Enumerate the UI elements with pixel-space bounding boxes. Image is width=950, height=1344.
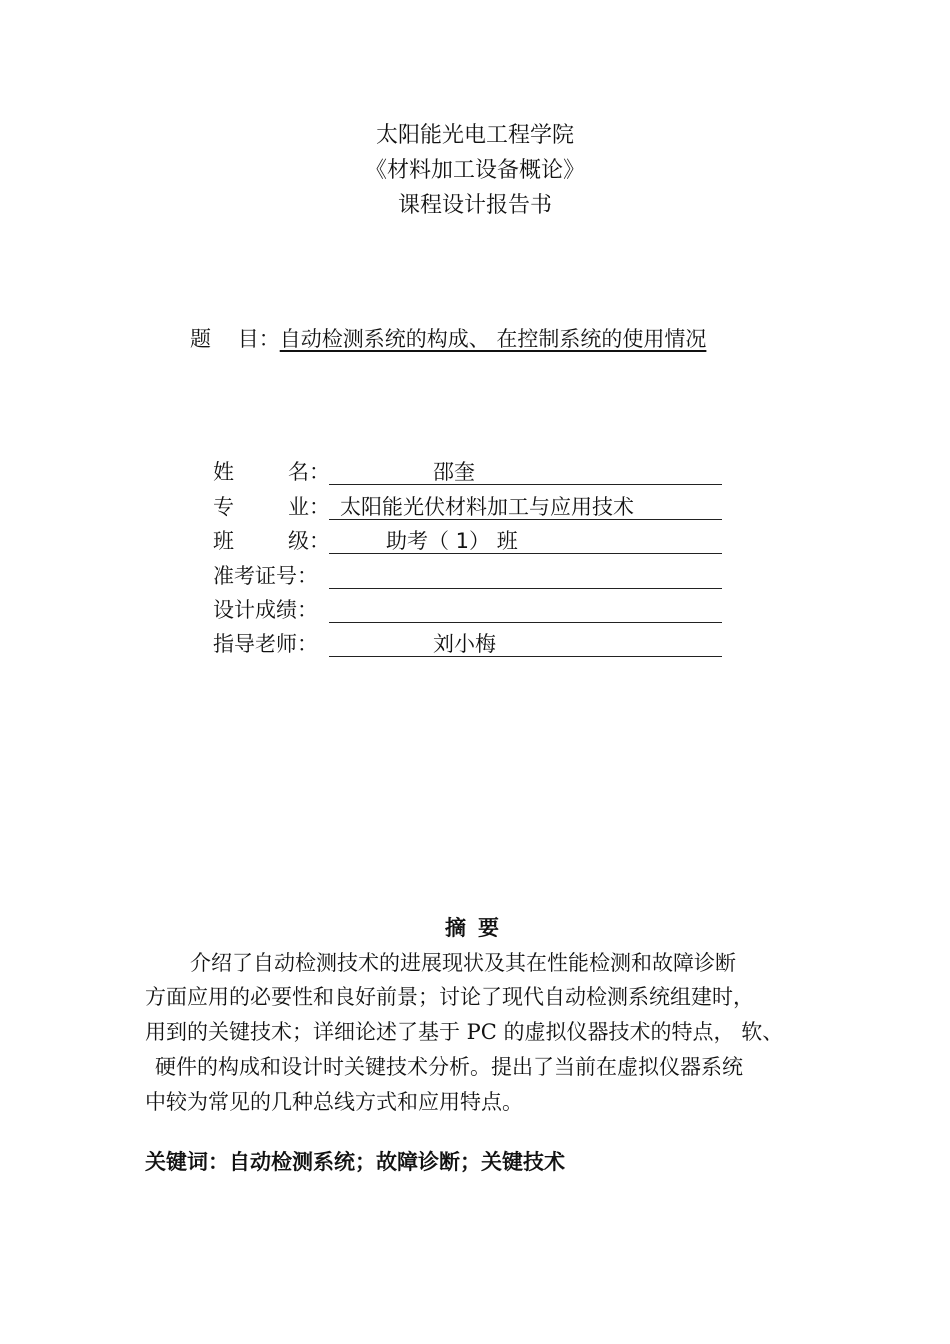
form-value-name: 邵奎 (433, 460, 475, 484)
report-type: 课程设计报告书 (397, 193, 552, 218)
topic-value: 自动检测系统的构成、 在控制系统的使用情况 (279, 327, 707, 351)
topic-row (190, 324, 706, 354)
form-row-major (213, 492, 733, 522)
label-colon: ： (309, 495, 330, 519)
form-value-class: 助考（ 1） 班 (386, 529, 518, 553)
form-value-major: 太阳能光伏材料加工与应用技术 (340, 495, 634, 519)
keywords: 关键词：自动检测系统；故障诊断；关键技术 (145, 1150, 565, 1174)
label-colon: ： (309, 460, 330, 484)
label-char: 专 (213, 495, 234, 519)
abstract-line: 方面应用的必要性和良好前景；讨论了现代自动检测系统组建时， (145, 985, 754, 1009)
form-underline (329, 656, 722, 657)
abstract-line: 用到的关键技术；详细论述了基于 PC 的虚拟仪器技术的特点， 软、 (145, 1020, 784, 1044)
form-row-grade (213, 595, 733, 625)
label-char: 姓 (213, 460, 234, 484)
abstract-line: 介绍了自动检测技术的进展现状及其在性能检测和故障诊断 (190, 951, 736, 975)
abstract-line: 中较为常见的几种总线方式和应用特点。 (145, 1090, 523, 1114)
label-char: 班 (213, 529, 234, 553)
label-colon: ： (309, 529, 330, 553)
topic-label: 题 目： (190, 327, 280, 351)
form-value-advisor: 刘小梅 (433, 632, 496, 656)
label-char: 级 (288, 529, 309, 553)
form-label-exam-no: 准考证号： (213, 564, 318, 588)
form-label-name (213, 457, 330, 487)
abstract-title: 摘要 (445, 916, 511, 940)
form-row-advisor (213, 629, 733, 659)
form-label-grade: 设计成绩： (213, 598, 318, 622)
form-row-class (213, 526, 733, 556)
form-label-major (213, 492, 330, 522)
form-row-exam-no (213, 561, 733, 591)
label-char: 业 (288, 495, 309, 519)
form-underline (329, 484, 722, 485)
form-row-name (213, 457, 733, 487)
form-underline (329, 588, 722, 589)
label-char: 名 (288, 460, 309, 484)
form-label-advisor: 指导老师： (213, 632, 318, 656)
abstract-line: 硬件的构成和设计时关键技术分析。提出了当前在虚拟仪器系统 (155, 1055, 743, 1079)
form-underline (329, 622, 722, 623)
school-name: 太阳能光电工程学院 (375, 123, 574, 148)
course-title: 《材料加工设备概论》 (364, 158, 585, 183)
form-label-class (213, 526, 330, 556)
